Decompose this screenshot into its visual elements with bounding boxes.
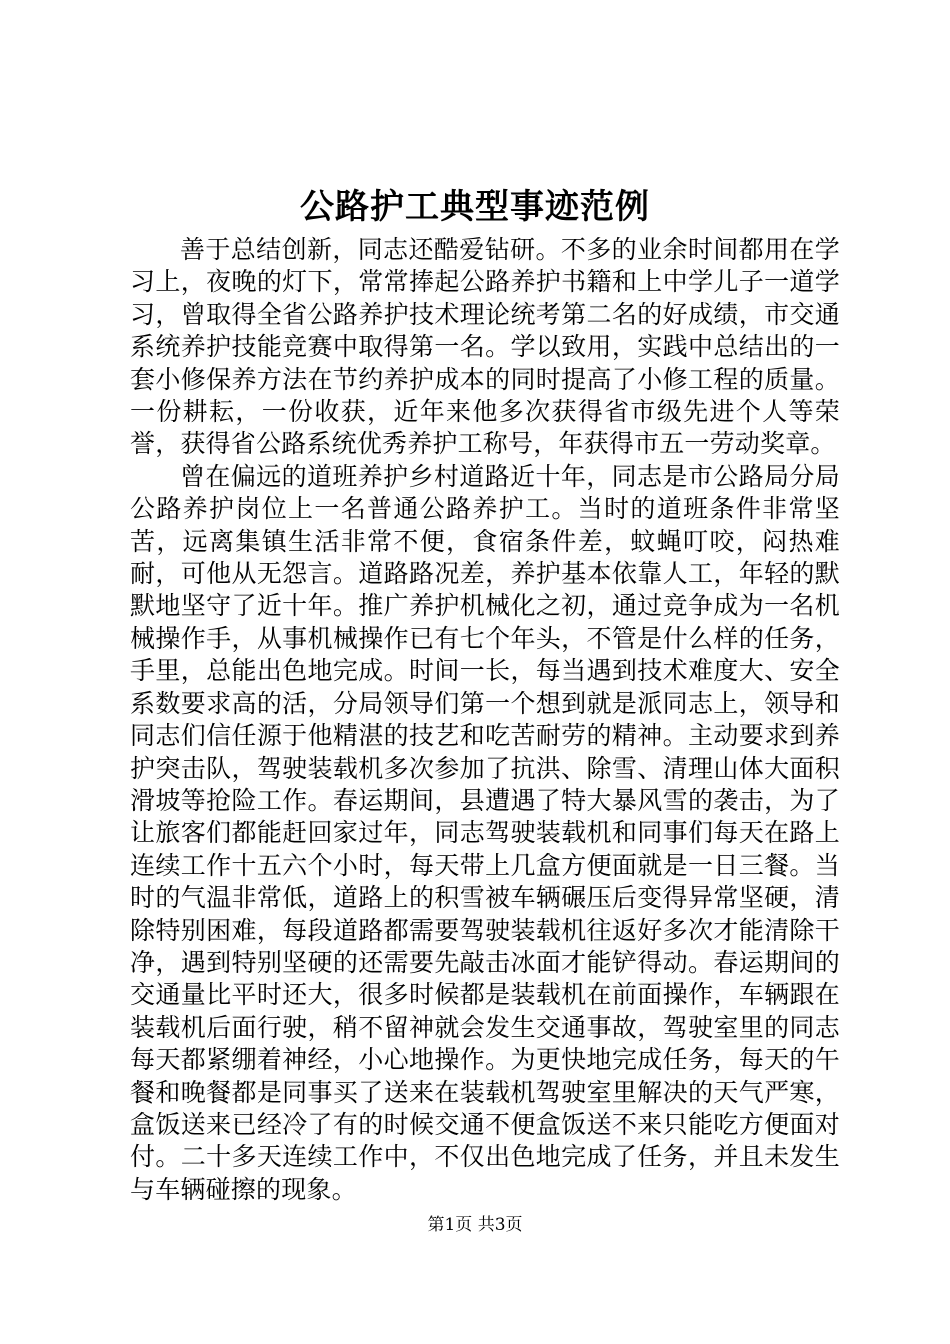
page-number-footer: 第1页 共3页: [427, 1215, 523, 1235]
document-body: [130, 234, 840, 1206]
document-title: 公路护工典型事迹范例: [300, 187, 650, 227]
paragraph-2: 曾在偏远的道班养护乡村道路近十年，同志是市公路局分局公路养护岗位上一名普通公路养护工。当时的道班条件非常坚苦，远离集镇生活非常不便，食宿条件差，蚊蝇叮咬，闷热难耐，可他从无怨言。道路路况差，养护基本依靠人工，年轻的默默地坚守了近十年。推广养护机械化之初，通过竞争成为一名机械操作手，从事机械操作已有七个年头，不管是什么样的任务，手里，总能出色地完成。时间一长，每当遇到技术难度大、安全系数要求高的活，分局领导们第一个想到就是派同志上，领导和同志们信任源于他精湛的技艺和吃苦耐劳的精神。主动要求到养护突击队，驾驶装载机多次参加了抗洪、除雪、清理山体大面积滑坡等抢险工作。春运期间，县遭遇了特大暴风雪的袭击，为了让旅客们都能赶回家过年，同志驾驶装载机和同事们每天在路上连续工作十五六个小时，每天带上几盒方便面就是一日三餐。当时的气温非常低，道路上的积雪被车辆碾压后变得异常坚硬，清除特别困难，每段道路都需要驾驶装载机往返好多次才能清除干净，遇到特别坚硬的还需要先敲击冰面才能铲得动。春运期间的交通量比平时还大，很多时候都是装载机在前面操作，车辆跟在装载机后面行驶，稍不留神就会发生交通事故，驾驶室里的同志每天都紧绷着神经，小心地操作。为更快地完成任务，每天的午餐和晚餐都是同事买了送来在装载机驾驶室里解决的天气严寒，盒饭送来已经冷了有的时候交通不便盒饭送不来只能吃方便面对付。二十多天连续工作中，不仅出色地完成了任务，并且未发生与车辆碰擦的现象。: [130, 461, 840, 1204]
paragraph-1: 善于总结创新，同志还酷爱钻研。不多的业余时间都用在学习上，夜晚的灯下，常常捧起公路养护书籍和上中学儿子一道学习，曾取得全省公路养护技术理论统考第二名的好成绩，市交通系统养护技能竞赛中取得第一名。学以致用，实践中总结出的一套小修保养方法在节约养护成本的同时提高了小修工程的质量。一份耕耘，一份收获，近年来他多次获得省市级先进个人等荣誉，获得省公路系统优秀养护工称号，年获得市五一劳动奖章。: [130, 235, 840, 459]
